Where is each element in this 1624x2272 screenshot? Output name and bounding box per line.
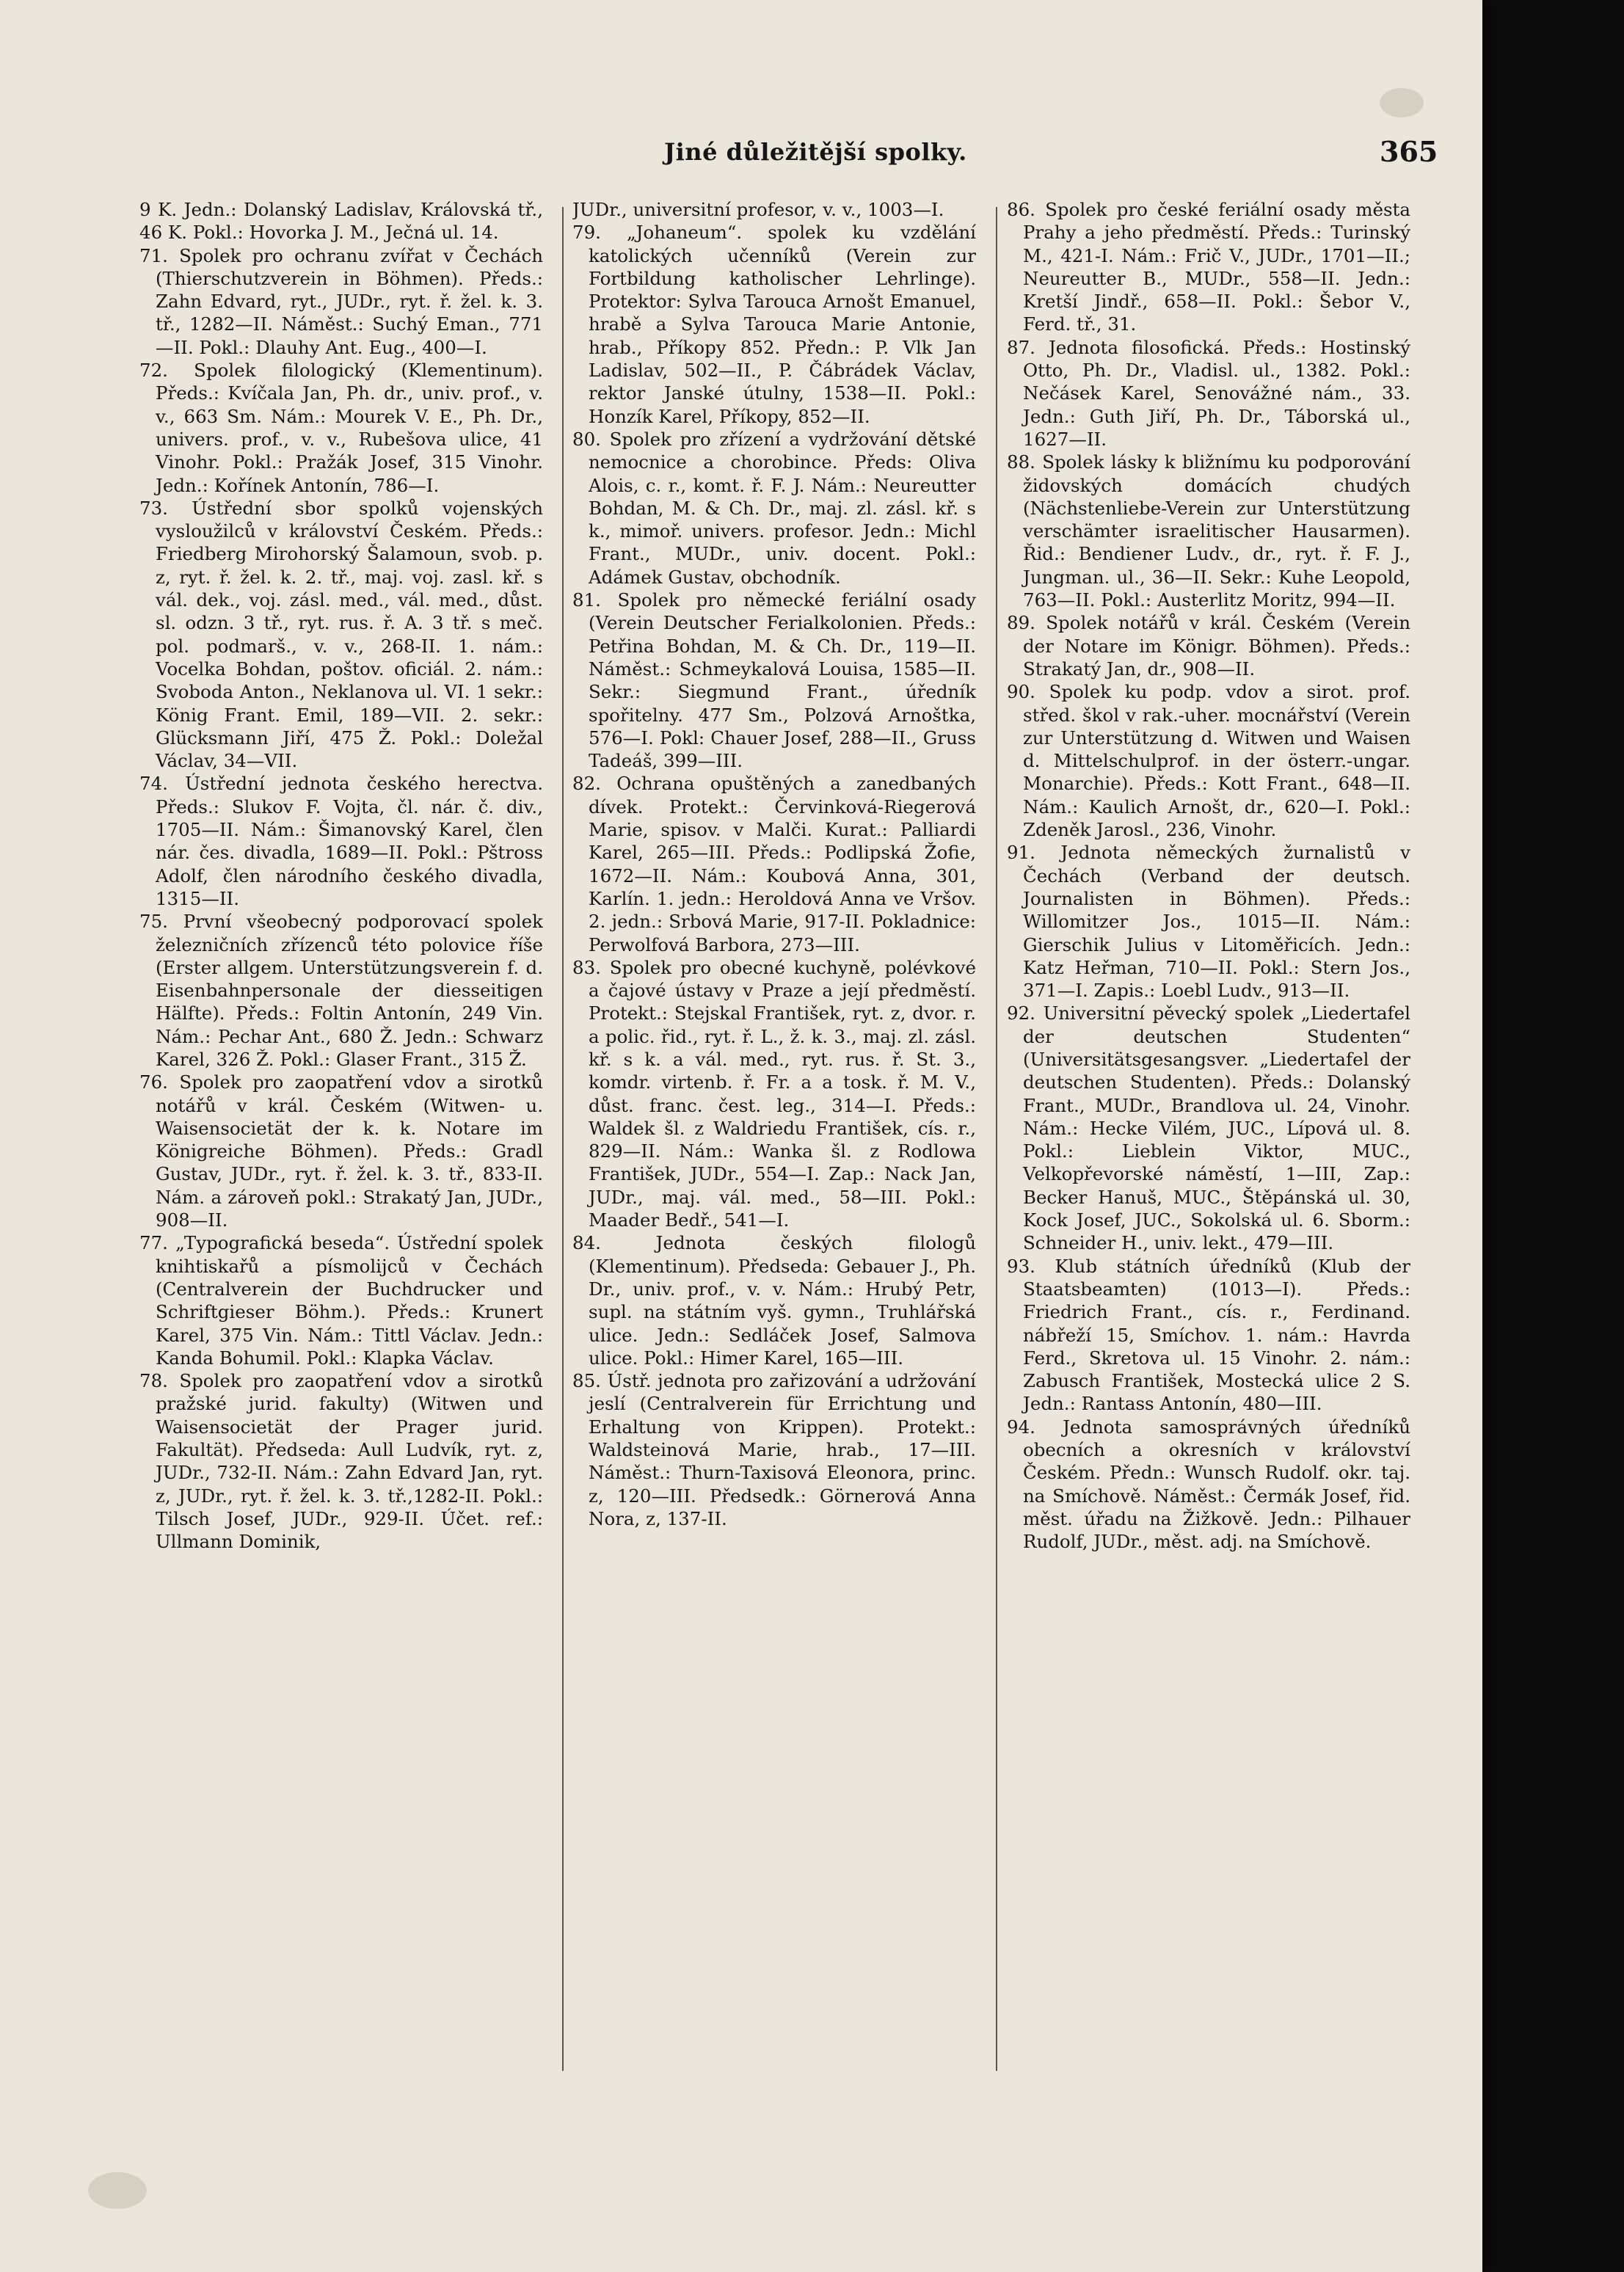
continued-entry: JUDr., universitní profesor, v. v., 1003—I. [572, 199, 944, 220]
society-entry: 85. Ústř. jednota pro zařizování a udržování jeslí (Centralverein für Errichtung und Erhaltung von Krippen). Protekt.: Waldsteinová Marie, hrab., 17—III. Náměst.: Thurn-Taxisová Eleonora, princ. z, 120—III. Předsedk.: Görnerová Anna Nora, z, 137-II. [572, 1370, 976, 1529]
society-entry: 79. „Johaneum“. spolek ku vzdělání katolických učenníků (Verein zur Fortbildung katholischer Lehrlinge). Protektor: Sylva Tarouca Arnošt Emanuel, hrabě a Sylva Tarouca Marie Antonie, hrab., Příkopy 852. Předn.: P. Vlk Jan Ladislav, 502—II., P. Čábrádek Václav, rektor Janské útulny, 1538—II. Pokl.: Honzík Karel, Příkopy, 852—II. [572, 222, 976, 427]
column-divider [996, 207, 997, 2071]
society-entry: 80. Spolek pro zřízení a vydržování dětské nemocnice a chorobince. Předs: Oliva Alois, c. r., komt. ř. F. J. Nám.: Neureutter Bohdan, M. & Ch. Dr., maj. zl. zásl. kř. s k., mimoř. univers. profesor. Jedn.: Michl Frant., MUDr., univ. docent. Pokl.: Adámek Gustav, obchodník. [572, 428, 976, 588]
society-entry: 71. Spolek pro ochranu zvířat v Čechách (Thierschutzverein in Böhmen). Předs.: Zahn Edvard, ryt., JUDr., ryt. ř. žel. k. 3. tř., 1282—II. Náměst.: Suchý Eman., 771—II. Pokl.: Dlauhy Ant. Eug., 400—I. [139, 244, 543, 358]
society-entry: 92. Universitní pěvecký spolek „Liedertafel der deutschen Studenten“ (Universitätsgesangsver. „Liedertafel der deutschen Studenten). Předs.: Dolanský Frant., MUDr., Brandlova ul. 24, Vinohr. Nám.: Hecke Vilém, JUC., Lípová ul. 8. Pokl.: Lieblein Viktor, MUC., Velkopřevorské náměstí, 1—III, Zap.: Becker Hanuš, MUC., Štěpánská ul. 30, Kock Josef, JUC., Sokolská ul. 6. Sborm.: Schneider H., univ. lekt., 479—III. [1007, 1002, 1410, 1254]
society-entry: 90. Spolek ku podp. vdov a sirot. prof. střed. škol v rak.-uher. mocnářství (Verein zur Unterstützung d. Witwen und Waisen d. Mittelschulprof. in der österr.-ungar. Monarchie). Předs.: Kott Frant., 648—II. Nám.: Kaulich Arnošt, dr., 620—I. Pokl.: Zdeněk Jarosl., 236, Vinohr. [1007, 681, 1410, 841]
continued-entry: 9 K. Jedn.: Dolanský Ladislav, Královská tř., 46 K. Pokl.: Hovorka J. M., Ječná ul. 14. [139, 199, 543, 244]
society-entry: 75. První všeobecný podporovací spolek železničních zřízenců této polovice říše (Erster allgem. Unterstützungsverein f. d. Eisenbahnpersonale der diesseitigen Hälfte). Předs.: Foltin Antonín, 249 Vin. Nám.: Pechar Ant., 680 Ž. Jedn.: Schwarz Karel, 326 Ž. Pokl.: Glaser Frant., 315 Ž. [139, 911, 543, 1070]
paper-stain [1380, 88, 1424, 117]
society-entry: 78. Spolek pro zaopatření vdov a sirotků pražské jurid. fakulty) (Witwen und Waisensocietät der Prager jurid. Fakultät). Předseda: Aull Ludvík, ryt. z, JUDr., 732-II. Nám.: Zahn Edvard Jan, ryt. z, JUDr., ryt. ř. žel. k. 3. tř.,1282-II. Pokl.: Tilsch Josef, JUDr., 929-II. Účet. ref.: Ullmann Dominik, [139, 1370, 543, 1553]
column-divider [562, 207, 564, 2071]
society-entry: 74. Ústřední jednota českého herectva. Předs.: Slukov F. Vojta, čl. nár. č. div., 1705—II. Nám.: Šimanovský Karel, člen nár. čes. divadla, 1689—II. Pokl.: Pštross Adolf, člen národního českého divadla, 1315—II. [139, 773, 543, 909]
society-entry: 93. Klub státních úředníků (Klub der Staatsbeamten) (1013—I). Předs.: Friedrich Frant., cís. r., Ferdinand. nábřeží 15, Smíchov. 1. nám.: Havrda Ferd., Skretova ul. 15 Vinohr. 2. nám.: Zabusch František, Mostecká ulice 2 S. Jedn.: Rantass Antonín, 480—III. [1007, 1255, 1410, 1415]
society-entry: 87. Jednota filosofická. Předs.: Hostinský Otto, Ph. Dr., Vladisl. ul., 1382. Pokl.: Nečásek Karel, Senovážné nám., 33. Jedn.: Guth Jiří, Ph. Dr., Táborská ul., 1627—II. [1007, 336, 1410, 450]
society-entry: 84. Jednota českých filologů (Klementinum). Předseda: Gebauer J., Ph. Dr., univ. prof., v. v. Nám.: Hrubý Petr, supl. na státním vyš. gymn., Truhlářská ulice. Jedn.: Sedláček Josef, Salmova ulice. Pokl.: Himer Karel, 165—III. [572, 1232, 976, 1369]
text-column-left [139, 198, 543, 2180]
society-entry: 76. Spolek pro zaopatření vdov a sirotků notářů v král. Českém (Witwen- u. Waisensocietät der k. k. Notare im Königreiche Böhmen). Předs.: Gradl Gustav, JUDr., ryt. ř. žel. k. 3. tř., 833-II. Nám. a zároveň pokl.: Strakatý Jan, JUDr., 908—II. [139, 1071, 543, 1231]
page-number: 365 [1380, 135, 1438, 168]
society-entry: 94. Jednota samosprávných úředníků obecních a okresních v království Českém. Předn.: Wunsch Rudolf. okr. taj. na Smíchově. Náměst.: Čermák Josef, řid. měst. úřadu na Žižkově. Jedn.: Pilhauer Rudolf, JUDr., měst. adj. na Smíchově. [1007, 1416, 1410, 1553]
society-entry: 82. Ochrana opuštěných a zanedbaných dívek. Protekt.: Červinková-Riegerová Marie, spisov. v Malči. Kurat.: Palliardi Karel, 265—III. Předs.: Podlipská Žofie, 1672—II. Nám.: Koubová Anna, 301, Karlín. 1. jedn.: Heroldová Anna ve Vršov. 2. jedn.: Srbová Marie, 917-II. Pokladnice: Perwolfová Barbora, 273—III. [572, 773, 976, 955]
society-entry: 77. „Typografická beseda“. Ústřední spolek knihtiskařů a písmolijců v Čechách (Centralverein der Buchdrucker und Schriftgieser Böhm.). Předs.: Krunert Karel, 375 Vin. Nám.: Tittl Václav. Jedn.: Kanda Bohumil. Pokl.: Klapka Václav. [139, 1232, 543, 1369]
paper-stain [88, 2172, 147, 2209]
society-entry: 91. Jednota německých žurnalistů v Čechách (Verband der deutsch. Journalisten in Böhmen). Předs.: Willomitzer Jos., 1015—II. Nám.: Gierschik Julius v Litoměřicích. Jedn.: Katz Heřman, 710—II. Pokl.: Stern Jos., 371—I. Zapis.: Loebl Ludv., 913—II. [1007, 842, 1410, 1002]
society-entry: 86. Spolek pro české feriální osady města Prahy a jeho předměstí. Předs.: Turinský M., 421-I. Nám.: Frič V., JUDr., 1701—II.; Neureutter B., MUDr., 558—II. Jedn.: Kretší Jindř., 658—II. Pokl.: Šebor V., Ferd. tř., 31. [1007, 199, 1410, 335]
running-title: Jiné důležitější spolky. [664, 138, 967, 166]
text-column-right [1007, 198, 1410, 2180]
society-entry: 83. Spolek pro obecné kuchyně, polévkové a čajové ústavy v Praze a její předměstí. Protekt.: Stejskal František, ryt. z, dvor. r. a polic. řid., ryt. ř. L., ž. k. 3., maj. zl. zásl. kř. s k. a vál. med., ryt. rus. ř. St. 3., komdr. virtenb. ř. Fr. a a tosk. ř. M. V., důst. franc. čest. leg., 314—I. Předs.: Waldek šl. z Waldriedu František, cís. r., 829—II. Nám.: Wanka šl. z Rodlowa František, JUDr., 554—I. Zap.: Nack Jan, JUDr., maj. vál. med., 58—III. Pokl.: Maader Bedř., 541—I. [572, 956, 976, 1231]
society-entry: 89. Spolek notářů v král. Českém (Verein der Notare im Königr. Böhmen). Předs.: Strakatý Jan, dr., 908—II. [1007, 612, 1410, 680]
society-entry: 88. Spolek lásky k bližnímu ku podporování židovských domácích chudých (Nächstenliebe-Verein zur Unterstützung verschämter israelitischer Hausarmen). Řid.: Bendiener Ludv., dr., ryt. ř. F. J., Jungman. ul., 36—II. Sekr.: Kuhe Leopold, 763—II. Pokl.: Austerlitz Moritz, 994—II. [1007, 451, 1410, 611]
page-header [0, 132, 1482, 176]
society-entry: 72. Spolek filologický (Klementinum). Předs.: Kvíčala Jan, Ph. dr., univ. prof., v. v., 663 Sm. Nám.: Mourek V. E., Ph. Dr., univers. prof., v. v., Rubešova ulice, 41 Vinohr. Pokl.: Pražák Josef, 315 Vinohr. Jedn.: Kořínek Antonín, 786—I. [139, 360, 543, 496]
society-entry: 73. Ústřední sbor spolků vojenských vysloužilců v království Českém. Předs.: Friedberg Mirohorský Šalamoun, svob. p. z, ryt. ř. žel. k. 2. tř., maj. voj. zasl. kř. s vál. dek., voj. zásl. med., vál. med., důst. sl. odzn. 3 tř., ryt. rus. ř. A. 3 tř. s meč. pol. podmarš., v. v., 268-II. 1. nám.: Vocelka Bohdan, poštov. oficiál. 2. nám.: Svoboda Anton., Neklanova ul. VI. 1 sekr.: König Frant. Emil, 189—VII. 2. sekr.: Glücksmann Jiří, 475 Ž. Pokl.: Doležal Václav, 34—VII. [139, 497, 543, 772]
society-entry: 81. Spolek pro německé feriální osady (Verein Deutscher Ferialkolonien. Předs.: Petřina Bohdan, M. & Ch. Dr., 119—II. Náměst.: Schmeykalová Louisa, 1585—II. Sekr.: Siegmund Frant., úředník spořitelny. 477 Sm., Polzová Arnoštka, 576—I. Pokl: Chauer Josef, 288—II., Gruss Tadeáš, 399—III. [572, 589, 976, 772]
text-column-middle [572, 198, 976, 2180]
